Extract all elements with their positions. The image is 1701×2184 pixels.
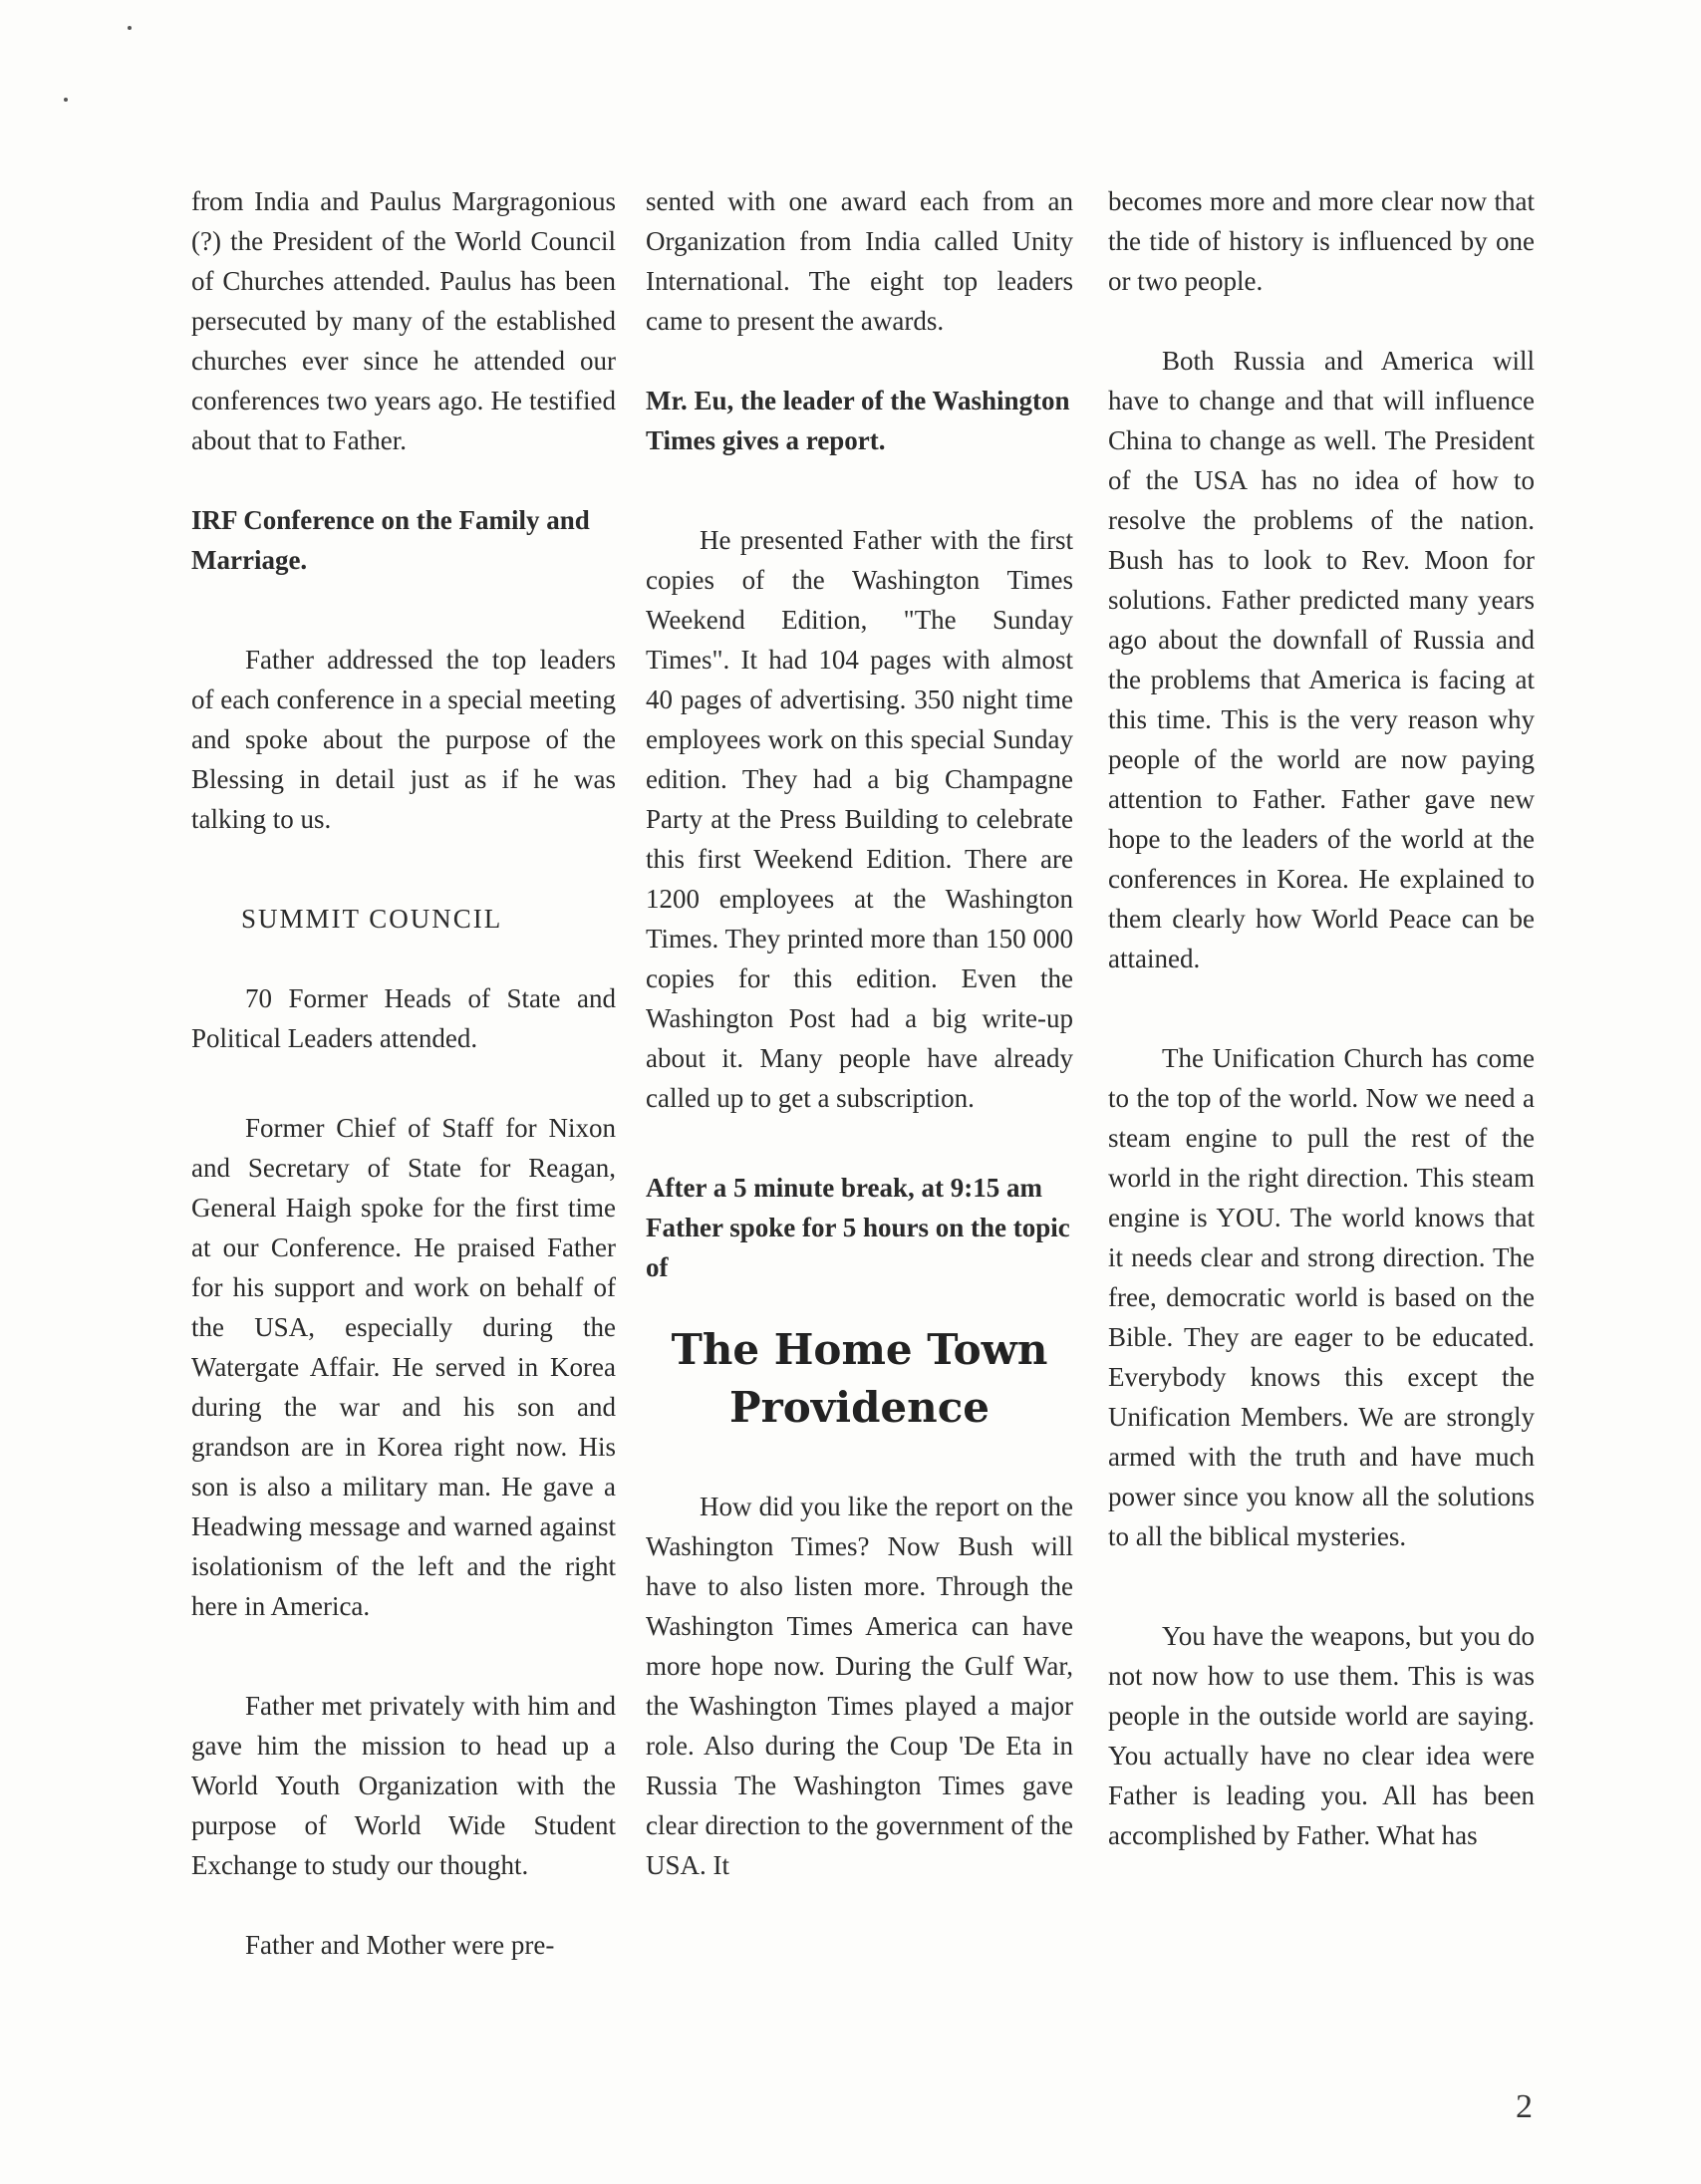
paragraph: Former Chief of Staff for Nixon and Secretary of State for Reagan, General Haigh spoke for the first time at our Conference. He praised Father for his support and work on behalf of the USA, especially during the Watergate Affair. He served in Korea during the war and his son and grandson are in Korea right now. His son is also a military man. He gave a Headwing message and warned against isolationism of the left and the right here in America. — [191, 1113, 616, 1621]
scan-speck — [128, 26, 132, 30]
talk-title — [646, 1321, 1073, 1437]
column-3 — [1108, 181, 1535, 1855]
paragraph: Father met privately with him and gave him the mission to head up a World Youth Organization with the purpose of World Wide Student Exchange to study our thought. — [191, 1691, 616, 1880]
section-heading-break: After a 5 minute break, at 9:15 am Father spoke for 5 hours on the topic of — [646, 1173, 1070, 1282]
paragraph: 70 Former Heads of State and Political Leaders attended. — [191, 983, 616, 1053]
paragraph: becomes more and more clear now that the tide of history is influenced by one or two people. — [1108, 186, 1535, 296]
talk-title-line-2: Providence — [728, 1383, 990, 1432]
paragraph: The Unification Church has come to the top of the world. Now we need a steam engine to pull the rest of the world in the right direction. This steam engine is YOU. The world knows that it needs clear and strong direction. The free, democratic world is based on the Bible. They are eager to be educated. Everybody knows this except the Unification Members. We are strongly armed with the truth and have much power since you know all the solutions to all the biblical mysteries. — [1108, 1043, 1535, 1551]
paragraph: Father addressed the top leaders of each conference in a special meeting and spoke about the purpose of the Blessing in detail just as if he was talking to us. — [191, 645, 616, 834]
section-heading-summit: SUMMIT COUNCIL — [241, 904, 503, 934]
paragraph: Father and Mother were pre- — [245, 1930, 555, 1960]
paragraph: You have the weapons, but you do not now how to use them. This is was people in the outside world are saying. You actually have no clear idea were Father is leading you. All has been accomplished by Father. What has — [1108, 1621, 1535, 1850]
page-number: 2 — [1516, 2088, 1533, 2125]
column-2 — [646, 181, 1073, 1885]
section-heading-irf: IRF Conference on the Family and Marriage. — [191, 505, 590, 575]
paragraph: How did you like the report on the Washington Times? Now Bush will have to also listen more. Through the Washington Times America can have more hope now. During the Gulf War, the Washington Times played a major role. Also during the Coup 'De Eta in Russia The Washington Times gave clear direction to the government of the USA. It — [646, 1492, 1073, 1880]
paragraph: from India and Paulus Margragonious (?) the President of the World Council of Churches attended. Paulus has been persecuted by many of the established churches ever since he attended our conferences two years ago. He testified about that to Father. — [191, 186, 616, 455]
section-heading-washington-times: Mr. Eu, the leader of the Washington Times gives a report. — [646, 386, 1070, 455]
column-1 — [191, 181, 616, 1965]
paragraph: He presented Father with the first copies of the Washington Times Weekend Edition, "The Sunday Times". It had 104 pages with almost 40 pages of advertising. 350 night time employees work on this special Sunday edition. They had a big Champagne Party at the Press Building to celebrate this first Weekend Edition. There are 1200 employees at the Washington Times. They printed more than 150 000 copies for this edition. Even the Washington Post had a big write-up about it. Many people have already called up to get a subscription. — [646, 525, 1073, 1113]
talk-title-line-1: The Home Town — [671, 1325, 1048, 1374]
paragraph: sented with one award each from an Organization from India called Unity International. The eight top leaders came to present the awards. — [646, 186, 1073, 336]
paragraph: Both Russia and America will have to change and that will influence China to change as well. The President of the USA has no idea of how to resolve the problems of the nation. Bush has to look to Rev. Moon for solutions. Father predicted many years ago about the downfall of Russia and the problems that America is facing at this time. This is the very reason why people of the world are now paying attention to Father. Father gave new hope to the leaders of the world at the conferences in Korea. He explained to them clearly how World Peace can be attained. — [1108, 346, 1535, 973]
scan-speck — [64, 98, 68, 102]
